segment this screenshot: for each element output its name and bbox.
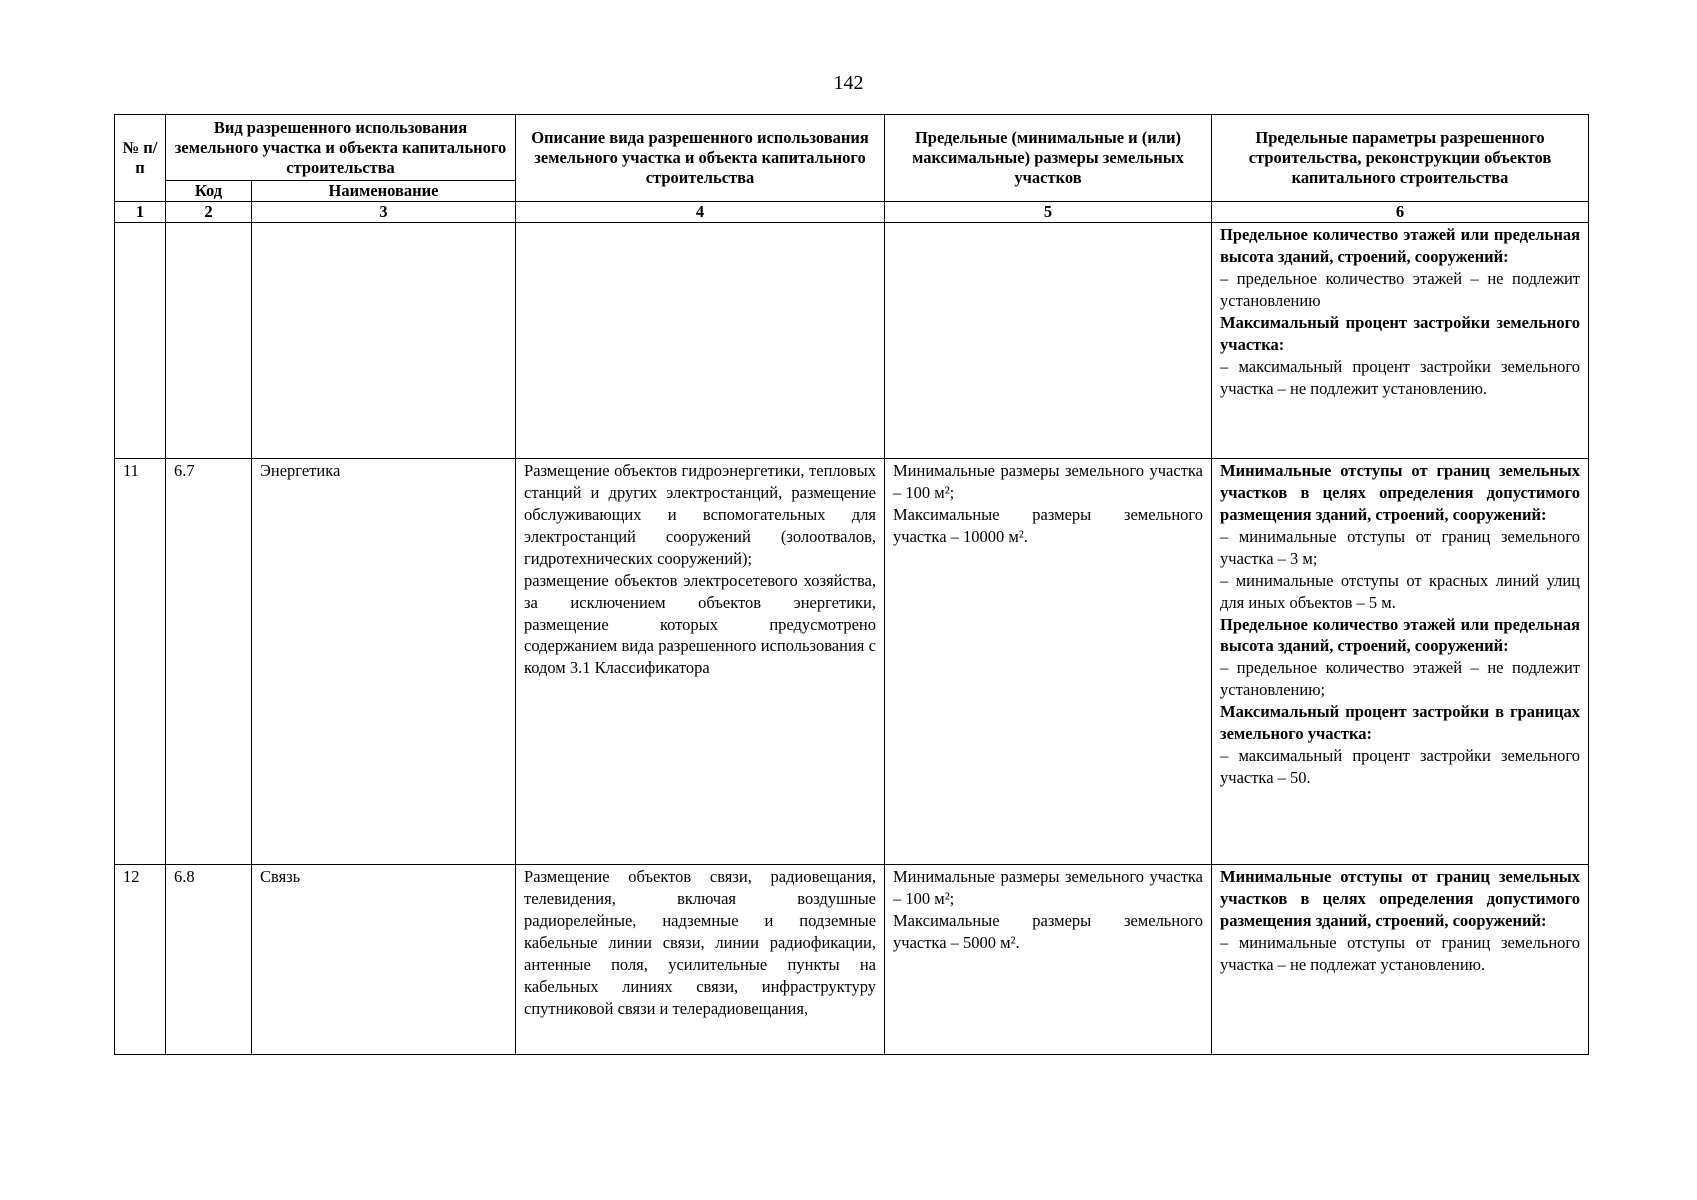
param-heading: Минимальные отступы от границ земельных участков в целях определения допустимого размещения зданий, строений, сооружений: xyxy=(1220,866,1581,930)
size-max: Максимальные размеры земельного участка – 5000 м². xyxy=(893,910,1204,952)
table-row xyxy=(115,222,1589,458)
param-item: – максимальный процент застройки земельного участка – 50. xyxy=(1220,746,1581,788)
description-paragraph: Размещение объектов связи, радиовещания, телевидения, включая воздушные радиорелейные, надземные и подземные кабельные линии связи, линии радиофикации, антенные поля, усилительные пункты на кабельных линиях связи, инфраструктуру спутниковой связи и телерадиовещания, xyxy=(524,866,877,1018)
size-max: Максимальные размеры земельного участка – 10000 м². xyxy=(893,504,1204,546)
header-name: Наименование xyxy=(252,181,516,202)
param-item: – максимальный процент застройки земельного участка – не подлежит установлению. xyxy=(1220,356,1581,398)
column-number: 6 xyxy=(1212,202,1589,223)
header-plot-sizes: Предельные (минимальные и (или) максимальные) размеры земельных участков xyxy=(885,115,1212,202)
param-item: – минимальные отступы от красных линий улиц для иных объектов – 5 м. xyxy=(1220,570,1581,612)
row-number xyxy=(115,222,166,458)
column-number: 3 xyxy=(252,202,516,223)
row-name xyxy=(252,222,516,458)
header-num: № п/п xyxy=(115,115,166,202)
param-item: – предельное количество этажей – не подлежит установлению; xyxy=(1220,658,1581,700)
header-use-type: Вид разрешенного использования земельного участка и объекта капитального строительства xyxy=(166,115,516,181)
param-heading: Минимальные отступы от границ земельных участков в целях определения допустимого размещения зданий, строений, сооружений: xyxy=(1220,460,1581,524)
table-row xyxy=(115,864,1589,1054)
row-params xyxy=(1212,864,1589,1054)
row-description xyxy=(516,222,885,458)
param-item: – минимальные отступы от границ земельного участка – 3 м; xyxy=(1220,526,1581,568)
row-code xyxy=(166,222,252,458)
row-sizes xyxy=(885,864,1212,1054)
row-description xyxy=(516,864,885,1054)
param-heading: Предельное количество этажей или предельная высота зданий, строений, сооружений: xyxy=(1220,224,1581,266)
description-paragraph: размещение объектов электросетевого хозяйства, за исключением объектов энергетики, размещение которых предусмотрено содержанием вида разрешенного использования с кодом 3.1 Классификатора xyxy=(524,570,877,678)
size-min: Минимальные размеры земельного участка – 100 м²; xyxy=(893,866,1204,908)
param-item: – предельное количество этажей – не подлежит установлению xyxy=(1220,268,1581,310)
row-number: 11 xyxy=(115,458,166,864)
row-code: 6.8 xyxy=(166,864,252,1054)
param-heading: Максимальный процент застройки земельного участка: xyxy=(1220,312,1581,354)
row-sizes xyxy=(885,458,1212,864)
page-number: 142 xyxy=(833,72,864,94)
row-params xyxy=(1212,458,1589,864)
table-row xyxy=(115,458,1589,864)
land-use-table xyxy=(114,114,1589,1055)
param-heading: Максимальный процент застройки в границах земельного участка: xyxy=(1220,702,1581,744)
description-paragraph: Размещение объектов гидроэнергетики, тепловых станций и других электростанций, размещение обслуживающих и вспомогательных для электростанций сооружений (золоотвалов, гидротехнических сооружений); xyxy=(524,460,877,568)
param-item: – минимальные отступы от границ земельного участка – не подлежат установлению. xyxy=(1220,932,1581,974)
param-heading: Предельное количество этажей или предельная высота зданий, строений, сооружений: xyxy=(1220,614,1581,656)
column-number: 2 xyxy=(166,202,252,223)
column-number: 1 xyxy=(115,202,166,223)
row-code: 6.7 xyxy=(166,458,252,864)
row-number: 12 xyxy=(115,864,166,1054)
header-build-params: Предельные параметры разрешенного строительства, реконструкции объектов капитального строительства xyxy=(1212,115,1589,202)
row-name: Связь xyxy=(252,864,516,1054)
row-description xyxy=(516,458,885,864)
header-code: Код xyxy=(166,181,252,202)
row-params xyxy=(1212,222,1589,458)
size-min: Минимальные размеры земельного участка – 100 м²; xyxy=(893,460,1204,502)
column-number-row xyxy=(115,202,1589,223)
row-name: Энергетика xyxy=(252,458,516,864)
column-number: 4 xyxy=(516,202,885,223)
column-number: 5 xyxy=(885,202,1212,223)
header-description: Описание вида разрешенного использования земельного участка и объекта капитального строительства xyxy=(516,115,885,202)
row-sizes xyxy=(885,222,1212,458)
